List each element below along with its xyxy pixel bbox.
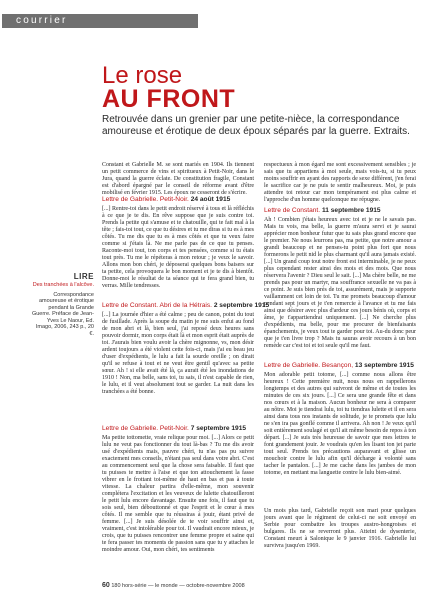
- epilogue-text: Un mois plus tard, Gabrielle reçoit son mari pour quelques jours avant que le régiment de celui-ci ne soit envoyé en Serbie pour combattre les troupes austro-hongroises et bulgares. Ils ne se reverront plus. Atteint de dysenterie, Constant meurt à Salonique le 9 janvier 1916. Gabrielle lui survivra jusqu'en 1969.: [264, 508, 416, 549]
- page-footer: [102, 582, 422, 589]
- title-line-1: Le rose: [102, 62, 183, 89]
- section-rubric: [2, 14, 198, 28]
- letter-label: Lettre de Gabrielle. Petit-Noir.: [102, 425, 189, 432]
- letter-text: Ma petite tottomette, vraie relique pour moi. [...] Alors ce petit lulu ne veut pas fonctionner du tout là-bas ? Tu me dis avoir usé d'expédients mais, pauvre chéri, tu n'as pas pu suivre exactement mes conseils, n'étant pas seul dans votre abri. C'est au commencement seul que la chose sera faisable. Il faut que tu puisses te mettre à l'aise et que ton attouchement la fasse vibrer en le frottant toi-même de haut en bas et pas à toute vitesse. La chaleur partira d'elle-même, mon souvenir complétera l'excitation et les veuveux de lulette chatouilleront le petit lulu encore davantage. Ensuite une fois, il faut que tu sois seul, bien débouttonné et que l'esprit et le cœur à mes côtés. Il me semble que tu réussiras à jouir, étant privé de femme. [...] Je suis désolée de te voir souffrir ainsi et, vraiment, c'est intolérable pour toi. Il vaudrait encore mieux, je crois, que tu puisses rencontrer une femme propre et saine qui te fera passer tes moments de passion sans que tu y attaches le moindre amour. Oui, mon chéri, tes sentiments: [102, 435, 254, 553]
- letter-date: 13 septembre 1915: [354, 362, 414, 369]
- letter-label: Lettre de Constant.: [264, 207, 321, 214]
- intro-paragraph: [102, 162, 254, 197]
- letter-date: 2 septembre 1915: [213, 302, 270, 309]
- letter-heading: [102, 425, 246, 433]
- letter-heading: [264, 362, 414, 370]
- letter-date: 11 septembre 1915: [321, 207, 381, 214]
- letter-text: [...] La journée d'hier a été calme ; peu de canon, point du tout de fusillade. Après la soupe du matin je me suis enfui au fond de mon abri et là, bien seul, j'ai reposé deux heures sans pouvoir dormir, mon corps était là et mon esprit était auprès de toi. J'aurais bien voulu avoir la chère mignonne, vs, mon désir ardent toujours a été violent cette fois-ci, mais j'ai eu beau jeu d'user d'expédients, le lulu a fait la sourde oreille ; on dirait qu'il se refuse à tout et ne veut être gentil qu'avec sa petite sœur. Ah ! si elle avait été là, ça aurait été les inondations de 1910 ! Non, ma belle, sans toi, tu sais, il n'est capable de rien, le lulu, et il veut absolument tout se garder. La nuit dans les tranchées a été bonne.: [102, 312, 254, 395]
- deck: Retrouvée dans un grenier par une petite-nièce, la correspondance amoureuse et érotique de deux époux séparés par la guerre. Extraits.: [102, 114, 410, 137]
- letter-text: [...] Rentre-toi dans le petit endroit réservé à tous et là réfléchis à ce que je te dis. En rêve suppose que je suis contre toi. Prends la petite qui s'amuse et te chatouille, qui te fait mal à la tête ; fais-toi tout, ce que tu désires et tu me diras si tu es à mes côtés. Tu me dis que tu es à mes côtés et que tu veux faire comme si j'étais là. Ne me parle pas de ce que tu penses. Raconte-moi tout, ton corps et tes pensées, comme si tu étais tout près. Tu me le répéteras à mon retour ; je veux le savoir. Allons mon bon chéri, je déposerai quelques bons baisers sur ta petite, cela provoquera le bon moment et je te dis à bientôt. Donne-moi le résultat de ta séance qui te fera grand bien, tu verras. Mille tendresses.: [102, 206, 254, 289]
- letter-body: [264, 217, 416, 350]
- title-line-2: AU FRONT: [102, 85, 236, 113]
- letter-body: [102, 435, 254, 554]
- sidebar-subtitle: Des tranchées à l'alcôve.: [32, 282, 94, 288]
- letter-text: Mon adorable petit totome, [...] comme nous allons être heureux ! Cette première nuit, nous nous en rappellerons longtemps et des autres qui suivront de même et de toutes les minutes de ces six jours. [...] Ce sera une grande fête et dans nos cœurs et à la maison. Aucun bonheur ne sera à comparer au nôtre. Moi je tiendrai lulu, toi tu tiendras lulette et il en sera ainsi dans tous nos instants de solitude, je te promets que lulu ne s'en ira pas gonflé comme il arrivera. Ah non ! Je veux qu'il soit entièrement soulagé et qu'il ait même besoin de repos à ton départ. [...] Je suis très heureuse de savoir que mes lettres te font grandement jouir. Je voudrais qu'en les lisant ton jet parte tout seul. Prends tes précautions auparavant et glisse un mouchoir contre le lulu afin qu'il décharge à volonté sans tacher le pantalon. [...] Je me cache dans les jambes de mon totome, en mettant ma languette contre le lulu bien-aimé.: [264, 372, 416, 476]
- letter-body: [102, 312, 254, 396]
- sidebar-body: Correspondance amoureuse et érotique pendant la Grande Guerre. Préface de Jean-Yves Le Naour, Ed. Imago, 2006, 243 p., 20 €.: [31, 291, 94, 337]
- letter-label: Lettre de Gabrielle. Petit-Noir.: [102, 196, 189, 203]
- letter-date: 24 août 1915: [190, 196, 231, 203]
- letter-heading: [102, 196, 230, 204]
- letter-body: [264, 162, 416, 204]
- epilogue: [264, 508, 416, 550]
- publication-name: hors-série — le monde — octobre-novembre 2008: [122, 583, 245, 589]
- letter-date: 7 septembre 1915: [190, 425, 247, 432]
- letter-text: respectueux à mon égard me sont excessivement sensibles ; je sais que tu appartiens à moi seule, mais vois-tu, si tu peux moins souffrir en ayant des rapports de sexe différent, j'en ferai le sacrifice car je ne puis te sentir malheureux. Moi, je puis attendre toi retour car mon tempérament est plus calme et l'approche d'un homme quelconque me répugne.: [264, 162, 416, 203]
- intro-text: Constant et Gabrielle M. se sont mariés en 1904. Ils tiennent un petit commerce de vins et spiritueux à Petit-Noir, dans le Jura, quand la guerre éclate. De constitution fragile, Constant est d'abord épargné par le conseil de réforme avant d'être mobilisé en février 1915. Les époux ne cesseront de s'écrire.: [102, 162, 254, 196]
- letter-heading: [264, 207, 381, 215]
- letter-label: Lettre de Constant. Abri de la Hétrais.: [102, 302, 212, 309]
- rubric-label: courrier: [16, 15, 68, 26]
- page-number: 60: [102, 582, 110, 589]
- letter-body: [102, 206, 254, 290]
- letter-heading: [102, 302, 269, 310]
- letter-label: Lettre de Gabrielle. Besançon,: [264, 362, 354, 369]
- book-sidebar: [30, 272, 94, 337]
- sidebar-heading: LIRE: [73, 272, 94, 281]
- letter-body: [264, 372, 416, 477]
- letter-text: Ah ! Combien j'étais heureux avec toi et je ne le savais pas. Mais tu vois, ma belle, la guerre m'aura servi et je saurai apprécier mon bonheur futur que tu sais plus grand encore que le premier. Ne nous leurrons pas, ma petite, que notre amour a grandi beaucoup et ne penses-tu point plus fort que nous formerons le petit nid le plus charmant qu'il aura jamais existé. [...] Un grand coup tout notre front est interminable, je ne peux plus cependant rester ainsi des mois et des mois. Que nous réservera l'avenir ? Dieu seul le sait. [...] Ma chère belle, ne me prends pas pour un martyr, ma souffrance sexuelle ne va pas à ce point. Je suis bien près de toi, assurément, mais je supporte vaillamment cet loin de toi. Tu me promets beaucoup d'amour pendant sept jours et je t'en remercie à l'avance et tu me fais ainsi que désirer avec plus d'ardeur ces jours bénis où, corps et âme, je t'appartiendrai uniquement. [...] Ne cherche plus d'expédients, ma belle, pour me procurer de bienfaisants épanchements, je veux tout te garder pour toi. Au-du donc peur que je t'en livre trop ? Mais tu sauras avoir recours à un bon remède car c'est toi et toi seule qu'il me faut.: [264, 217, 416, 349]
- issue-number: 180: [111, 583, 121, 589]
